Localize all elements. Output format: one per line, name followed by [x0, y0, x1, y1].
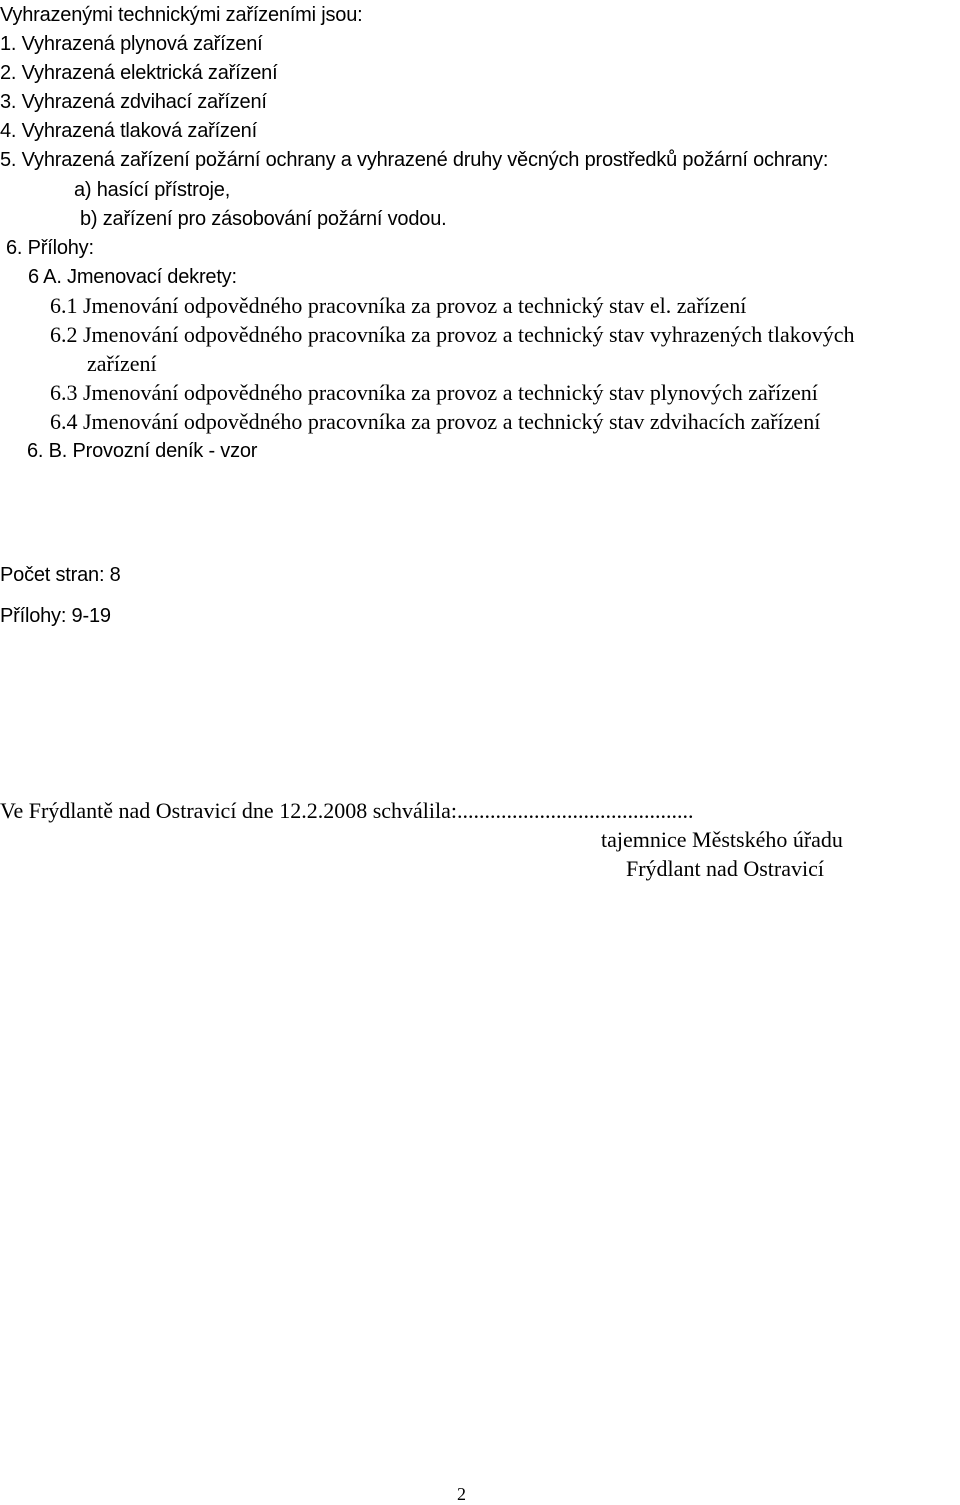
- attachment-item-6-2-cont: zařízení: [87, 351, 157, 376]
- approval-line: Ve Frýdlantě nad Ostravicí dne 12.2.2008 schválila:...........................................: [0, 798, 694, 823]
- appendix-range: Přílohy: 9-19: [0, 605, 111, 627]
- intro-line: Vyhrazenými technickými zařízeními jsou:: [0, 4, 363, 26]
- attachment-item-6-1: 6.1 Jmenování odpovědného pracovníka za provoz a technický stav el. zařízení: [50, 293, 747, 318]
- attachment-item-6-3: 6.3 Jmenování odpovědného pracovníka za provoz a technický stav plynových zařízení: [50, 380, 818, 405]
- equipment-item-1: 1. Vyhrazená plynová zařízení: [0, 33, 263, 55]
- attachment-item-6-4: 6.4 Jmenování odpovědného pracovníka za provoz a technický stav zdvihacích zařízení: [50, 409, 821, 434]
- equipment-item-3: 3. Vyhrazená zdvihací zařízení: [0, 91, 267, 113]
- equipment-item-2: 2. Vyhrazená elektrická zařízení: [0, 62, 278, 84]
- approval-place: Frýdlant nad Ostravicí: [626, 856, 824, 881]
- attachments-subheading: 6 A. Jmenovací dekrety:: [28, 266, 237, 288]
- equipment-item-5: 5. Vyhrazená zařízení požární ochrany a vyhrazené druhy věcných prostředků požární ochrany:: [0, 149, 829, 171]
- page-count: Počet stran: 8: [0, 564, 121, 586]
- fire-subitem-a: a) hasící přístroje,: [74, 179, 231, 201]
- approval-role: tajemnice Městského úřadu: [601, 827, 843, 852]
- attachment-item-6-2: 6.2 Jmenování odpovědného pracovníka za provoz a technický stav vyhrazených tlakových: [50, 322, 855, 347]
- attachment-log: 6. B. Provozní deník - vzor: [27, 440, 258, 462]
- page-number: 2: [457, 1484, 466, 1504]
- fire-subitem-b: b) zařízení pro zásobování požární vodou.: [80, 208, 447, 230]
- attachments-heading: 6. Přílohy:: [6, 237, 94, 259]
- equipment-item-4: 4. Vyhrazená tlaková zařízení: [0, 120, 257, 142]
